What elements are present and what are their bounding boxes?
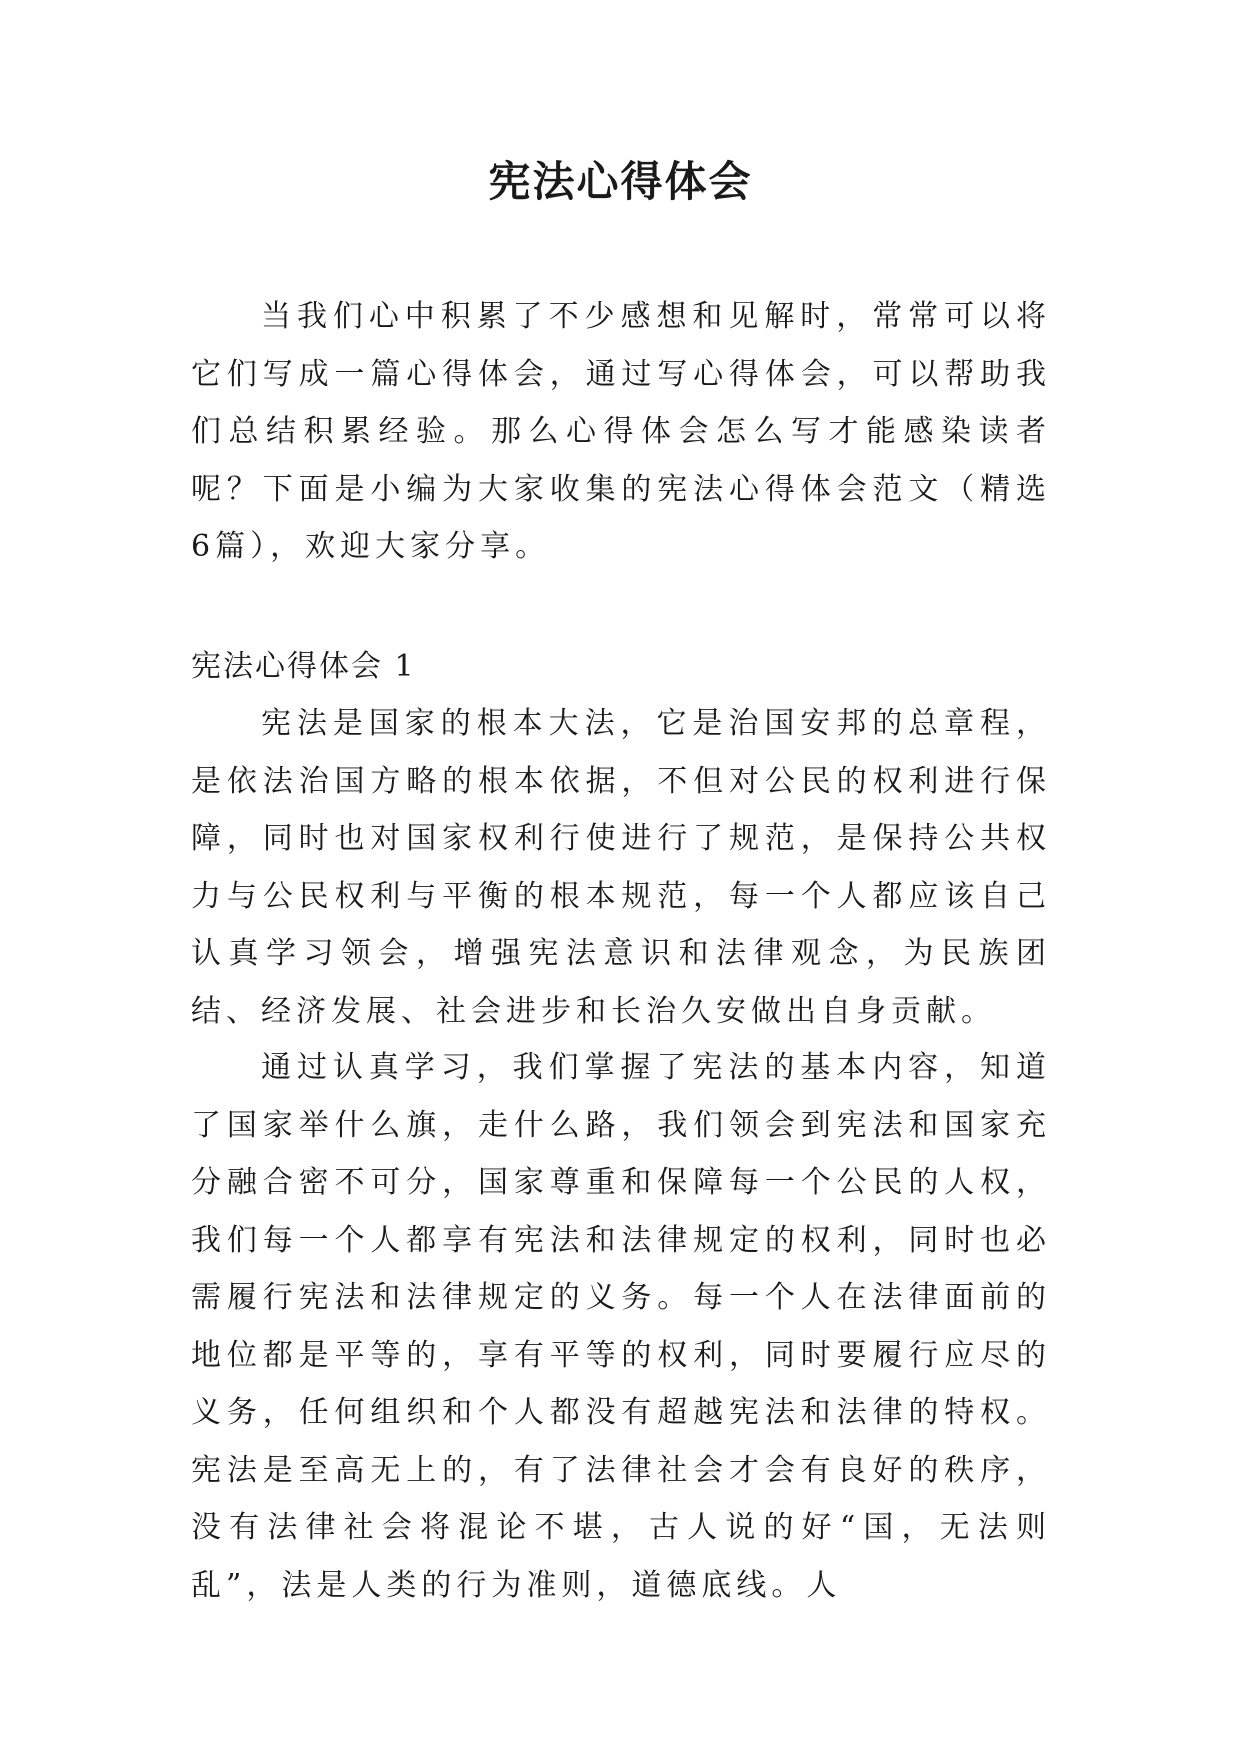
body-paragraph-1: 宪法是国家的根本大法，它是治国安邦的总章程，是依法治国方略的根本依据，不但对公民的权利进行保障，同时也对国家权利行使进行了规范，是保持公共权力与公民权利与平衡的根本规范，每一个人都应该自己认真学习领会，增强宪法意识和法律观念，为民族团结、经济发展、社会进步和长治久安做出自身贡献。 — [191, 706, 1051, 1029]
intro-paragraph: 当我们心中积累了不少感想和见解时，常常可以将它们写成一篇心得体会，通过写心得体会，可以帮助我们总结积累经验。那么心得体会怎么写才能感染读者呢？下面是小编为大家收集的宪法心得体会范文（精选6篇），欢迎大家分享。 — [191, 299, 1051, 564]
document-title: 宪法心得体会 — [488, 157, 753, 206]
section-heading: 宪法心得体会 1 — [191, 649, 416, 684]
body-paragraph-2: 通过认真学习，我们掌握了宪法的基本内容，知道了国家举什么旗，走什么路，我们领会到宪法和国家充分融合密不可分，国家尊重和保障每一个公民的人权，我们每一个人都享有宪法和法律规定的权利，同时也必需履行宪法和法律规定的义务。每一个人在法律面前的地位都是平等的，享有平等的权利，同时要履行应尽的义务，任何组织和个人都没有超越宪法和法律的特权。宪法是至高无上的，有了法律社会才会有良好的秩序，没有法律社会将混论不堪，古人说的好“国，无法则乱”，法是人类的行为准则，道德底线。人 — [191, 1050, 1051, 1603]
